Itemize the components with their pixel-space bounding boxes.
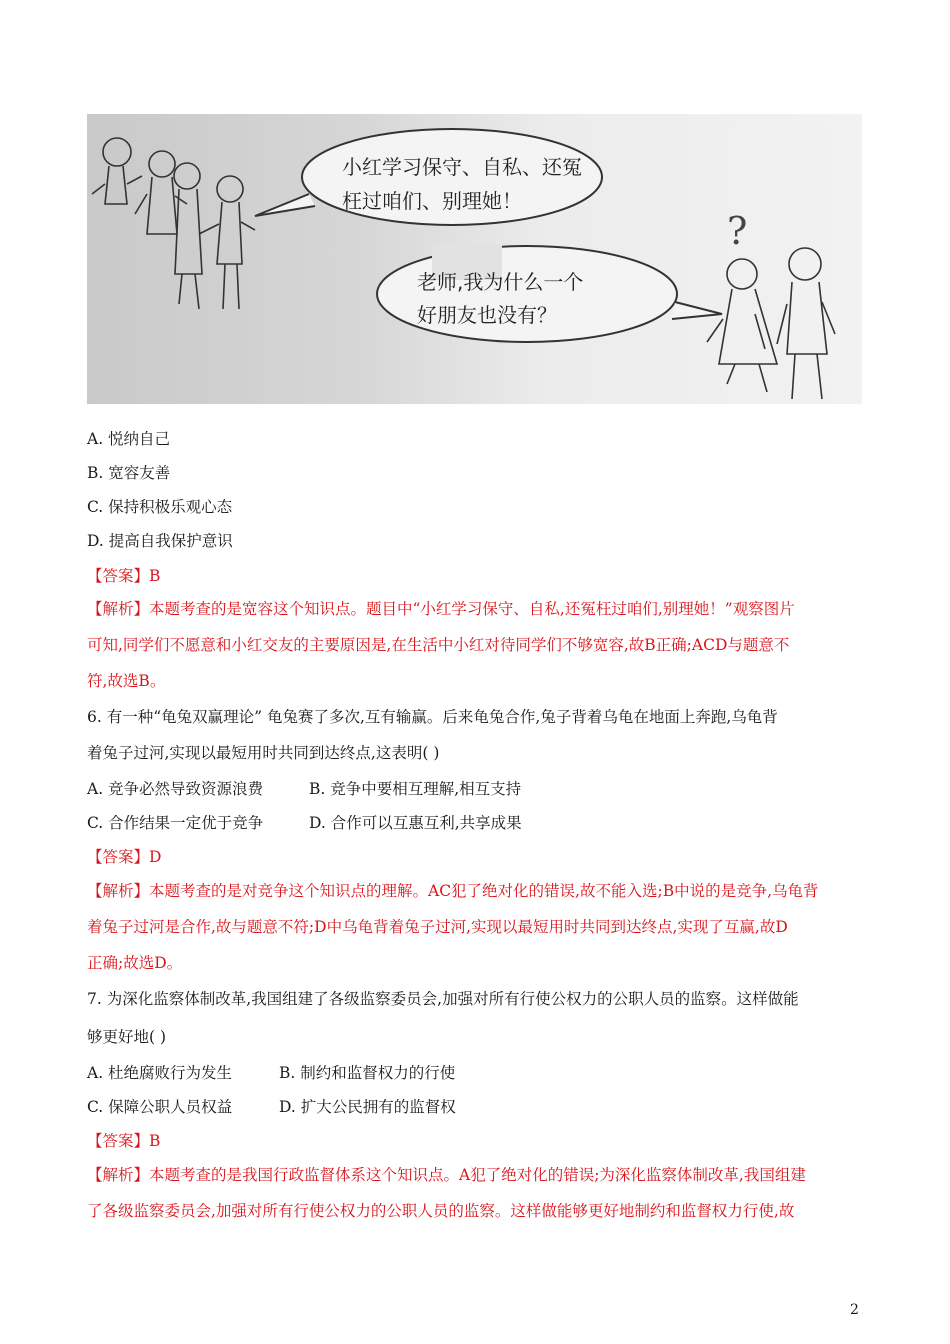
q5-analysis-line-1: 【解析】本题考查的是宽容这个知识点。题目中“小红学习保守、自私,还冤枉过咱们,别理她！”观察图片 (87, 600, 795, 618)
q5-answer-label: 【答案】 (87, 567, 150, 585)
q5-option-b: B. 宽容友善 (87, 464, 171, 482)
q6-analysis-line-3: 正确;故选D。 (87, 954, 183, 972)
q6-stem-line-2: 着兔子过河,实现以最短用时共同到达终点,这表明( ) (87, 744, 440, 762)
q5-option-c: C. 保持积极乐观心态 (87, 498, 233, 516)
q6-option-b: B. 竞争中要相互理解,相互支持 (309, 780, 522, 798)
bubble-1-line-2: 枉过咱们、别理她！ (342, 189, 522, 213)
speech-bubble-2 (377, 246, 677, 342)
q6-option-a: A. 竞争必然导致资源浪费 (87, 780, 264, 798)
cartoon-drawing (87, 114, 862, 404)
q7-answer (87, 1131, 160, 1151)
page-number: 2 (850, 1302, 859, 1318)
q6-answer-value: D (149, 848, 162, 866)
cartoon-illustration (87, 114, 862, 404)
q6-option-d: D. 合作可以互惠互利,共享成果 (309, 814, 522, 832)
q7-option-d: D. 扩大公民拥有的监督权 (279, 1098, 456, 1116)
q7-option-a: A. 杜绝腐败行为发生 (87, 1064, 233, 1082)
q5-analysis-line-3: 符,故选B。 (87, 672, 166, 690)
q5-option-d: D. 提高自我保护意识 (87, 532, 233, 550)
q6-option-c: C. 合作结果一定优于竞争 (87, 814, 264, 832)
q7-option-c: C. 保障公职人员权益 (87, 1098, 233, 1116)
q7-analysis-line-1: 【解析】本题考查的是我国行政监督体系这个知识点。A犯了绝对化的错误;为深化监察体制改革,我国组建 (87, 1166, 806, 1184)
q6-answer (87, 847, 161, 867)
q6-options-row-2 (87, 813, 522, 833)
q6-analysis-line-1: 【解析】本题考查的是对竞争这个知识点的理解。AC犯了绝对化的错误,故不能入选;B中说的是竞争,乌龟背 (87, 882, 819, 900)
q7-answer-label: 【答案】 (87, 1132, 150, 1150)
bubble-2-line-2: 好朋友也没有？ (417, 303, 557, 327)
q5-analysis-line-2: 可知,同学们不愿意和小红交友的主要原因是,在生活中小红对待同学们不够宽容,故B正确;ACD与题意不 (87, 636, 790, 654)
q7-analysis-line-2: 了各级监察委员会,加强对所有行使公权力的公职人员的监察。这样做能够更好地制约和监督权力行使,故 (87, 1202, 795, 1220)
q6-options-row-1 (87, 779, 521, 799)
q5-option-a: A. 悦纳自己 (87, 430, 171, 448)
q6-answer-label: 【答案】 (87, 848, 150, 866)
q5-answer-value: B (149, 567, 161, 585)
bubble-2-line-1: 老师,我为什么一个 (417, 270, 584, 294)
q7-answer-value: B (149, 1132, 161, 1150)
q7-options-row-1 (87, 1063, 455, 1083)
q7-stem-line-1: 7. 为深化监察体制改革,我国组建了各级监察委员会,加强对所有行使公权力的公职人员的监察。这样做能 (87, 990, 799, 1008)
q7-option-b: B. 制约和监督权力的行使 (279, 1064, 456, 1082)
q7-stem-line-2: 够更好地( ) (87, 1028, 167, 1046)
question-mark: ? (727, 209, 748, 253)
q5-answer (87, 566, 160, 586)
q6-stem-line-1: 6. 有一种“龟兔双赢理论” 龟兔赛了多次,互有输赢。后来龟兔合作,兔子背着乌龟在地面上奔跑,乌龟背 (87, 708, 778, 726)
q7-options-row-2 (87, 1097, 456, 1117)
bubble-1-line-1: 小红学习保守、自私、还冤 (342, 155, 582, 179)
q6-analysis-line-2: 着兔子过河是合作,故与题意不符;D中乌龟背着兔子过河,实现以最短用时共同到达终点,实现了互赢,故D (87, 918, 788, 936)
